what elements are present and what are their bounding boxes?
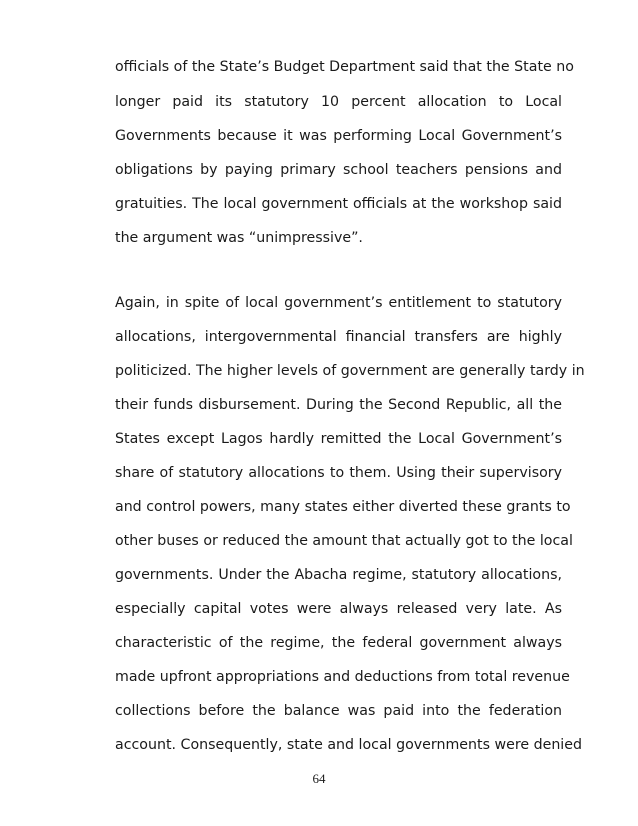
paragraph-2-line: politicized. The higher levels of government are generally tardy in <box>115 363 585 379</box>
page-number: 64 <box>312 771 326 786</box>
paragraph-2-line: governments. Under the Abacha regime, statutory allocations, <box>115 567 562 583</box>
paragraph-1-line: the argument was “unimpressive”. <box>115 230 363 246</box>
paragraph-2-line: collections before the balance was paid into the federation <box>115 703 562 719</box>
paragraph-2-line: share of statutory allocations to them. Using their supervisory <box>115 465 562 481</box>
paragraph-2-line: especially capital votes were always released very late. As <box>115 601 562 617</box>
paragraph-2-line: other buses or reduced the amount that actually got to the local <box>115 533 573 549</box>
paragraph-1-line: longer paid its statutory 10 percent allocation to Local <box>115 94 562 110</box>
paragraph-2-line: their funds disbursement. During the Second Republic, all the <box>115 397 562 413</box>
paragraph-2-line: Again, in spite of local government’s entitlement to statutory <box>115 295 562 311</box>
paragraph-1-line: officials of the State’s Budget Department said that the State no <box>115 59 574 75</box>
paragraph-2-line: and control powers, many states either diverted these grants to <box>115 499 571 515</box>
paragraph-2-line: account. Consequently, state and local governments were denied <box>115 737 582 753</box>
paragraph-1-line: gratuities. The local government officials at the workshop said <box>115 196 562 212</box>
paragraph-1-line: obligations by paying primary school teachers pensions and <box>115 162 562 178</box>
paragraph-2-line: made upfront appropriations and deductions from total revenue <box>115 669 570 685</box>
paragraph-1-line: Governments because it was performing Local Government’s <box>115 128 562 144</box>
paragraph-2-line: allocations, intergovernmental financial transfers are highly <box>115 329 562 345</box>
paragraph-2-line: characteristic of the regime, the federal government always <box>115 635 562 651</box>
paragraph-2-line: States except Lagos hardly remitted the Local Government’s <box>115 431 562 447</box>
